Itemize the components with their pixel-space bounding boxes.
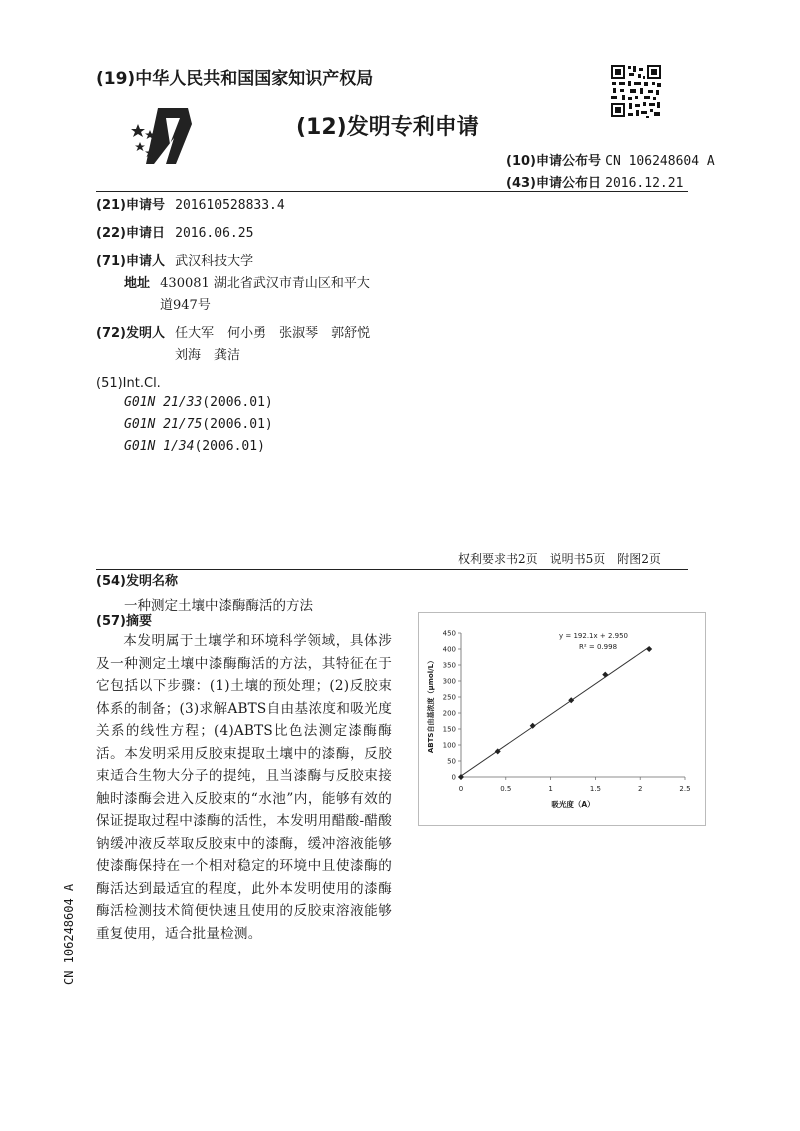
- abstract-figure: [418, 612, 706, 826]
- applicant: [96, 252, 253, 272]
- y-tick-label: 50: [447, 757, 456, 766]
- application-number-value: 201610528833.4: [175, 198, 285, 213]
- invention-title-label-text: (54)发明名称: [96, 574, 178, 589]
- y-tick-label: 300: [442, 677, 456, 686]
- data-point: [602, 672, 608, 678]
- ipc-code: G01N 1/34: [124, 439, 195, 454]
- inventors-line-1: 任大军 何小勇 张淑琴 郭舒悦: [175, 326, 371, 341]
- publication-date-label: (43)申请公布日: [506, 176, 601, 191]
- address-label: 地址: [124, 276, 151, 291]
- publication-number: [506, 150, 715, 169]
- y-tick-label: 200: [442, 709, 456, 718]
- ipc-label-text: (51)Int.Cl.: [96, 376, 161, 391]
- abstract-label: [96, 612, 152, 632]
- x-tick-label: 0.5: [500, 785, 512, 793]
- y-tick-label: 250: [442, 693, 456, 702]
- application-date-value: 2016.06.25: [175, 226, 254, 241]
- x-tick-label: 1.5: [589, 785, 601, 793]
- trendline: [461, 647, 649, 776]
- y-tick-label: 0: [451, 773, 456, 782]
- x-tick-label: 1: [548, 785, 553, 793]
- office-name: (19)中华人民共和国国家知识产权局: [96, 69, 374, 89]
- inventors-line-2: 刘海 龚洁: [175, 348, 241, 363]
- ipc-code: G01N 21/33: [124, 395, 203, 410]
- qr-code: [610, 64, 662, 118]
- abstract: [96, 630, 392, 945]
- trend-equation: y = 192.1x + 2.950: [559, 632, 628, 640]
- abstract-body: 本发明属于土壤学和环境科学领域，具体涉及一种测定土壤中漆酶酶活的方法，其特征在于它包括以下步骤：(1)土壤的预处理；(2)反胶束体系的制备；(3)求解ABTS自由基浓度和吸光度关系的线性方程；(4)ABTS比色法测定漆酶酶活。本发明采用反胶束提取土壤中的漆酶，反胶束适合生物大分子的提纯，且当漆酶与反胶束接触时漆酶会进入反胶束的“水池”内，能够有效的保证提取过程中漆酶的活性，本发明用醋酸-醋酸钠缓冲液反萃取反胶束中的漆酶，缓冲溶液能够使漆酶保持在一个相对稳定的环境中且使漆酶的酶活达到最适宜的程度，此外本发明使用的漆酶酶活检测技术简便快速且使用的反胶束溶液能够重复使用，适合批量检测。: [96, 633, 392, 942]
- ipc-code: G01N 21/75: [124, 417, 203, 432]
- ipc-label: [96, 374, 161, 394]
- inventors-label: (72)发明人: [96, 326, 165, 341]
- ipc-version: (2006.01): [194, 439, 265, 454]
- applicant-label: (71)申请人: [96, 254, 165, 269]
- application-date: [96, 224, 253, 244]
- ipc-entry: [124, 439, 265, 454]
- publication-number-label: (10)申请公布号: [506, 154, 601, 169]
- data-point: [646, 646, 652, 652]
- page-counts: 权利要求书2页 说明书5页 附图2页: [458, 552, 661, 566]
- r-squared: R² = 0.998: [579, 643, 618, 651]
- address-line-2: 道947号: [160, 298, 211, 313]
- applicant-value: 武汉科技大学: [175, 254, 254, 269]
- ipc-version: (2006.01): [202, 417, 273, 432]
- x-tick-label: 0: [458, 785, 464, 793]
- abstract-label-text: (57)摘要: [96, 614, 152, 629]
- x-axis-label: 吸光度（A）: [551, 800, 595, 809]
- x-tick-label: 2: [637, 785, 643, 793]
- y-tick-label: 400: [442, 645, 456, 654]
- y-tick-label: 450: [442, 629, 456, 638]
- y-tick-label: 100: [442, 741, 456, 750]
- y-axis-label: ABTS自由基浓度（μmol/L）: [427, 656, 435, 754]
- ipc-version: (2006.01): [202, 395, 273, 410]
- document-type: (12)发明专利申请: [296, 115, 479, 140]
- header-divider: [96, 191, 688, 192]
- application-number-label: (21)申请号: [96, 198, 165, 213]
- side-publication-number: CN 106248604 A: [62, 883, 76, 985]
- cnipa-logo: [130, 104, 202, 168]
- section-divider: [96, 569, 688, 570]
- ipc-entry: [124, 417, 273, 432]
- inventors: [96, 324, 370, 344]
- y-tick-label: 350: [442, 661, 456, 670]
- publication-date: [506, 172, 683, 191]
- y-tick-label: 150: [442, 725, 456, 734]
- calibration-chart: [419, 613, 705, 825]
- ipc-entry: [124, 395, 273, 410]
- address-line-1: 430081 湖北省武汉市青山区和平大: [160, 276, 370, 291]
- publication-date-value: 2016.12.21: [605, 176, 684, 191]
- invention-title-label: [96, 572, 178, 592]
- application-number: [96, 196, 285, 216]
- applicant-address: [124, 274, 370, 294]
- x-tick-label: 2.5: [679, 785, 691, 793]
- application-date-label: (22)申请日: [96, 226, 165, 241]
- invention-title: 一种测定土壤中漆酶酶活的方法: [124, 598, 313, 614]
- publication-number-value: CN 106248604 A: [605, 154, 715, 169]
